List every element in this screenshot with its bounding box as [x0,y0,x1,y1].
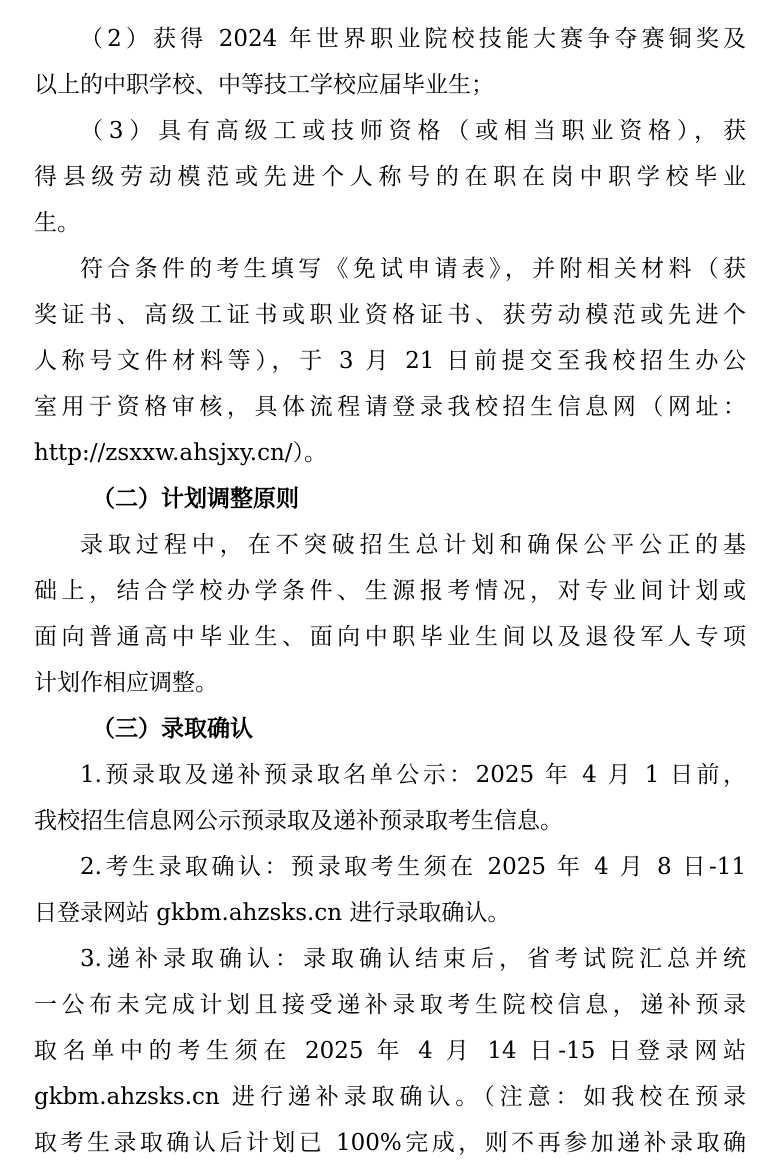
text-line: 室用于资格审核，具体流程请登录我校招生信息网（网址： [34,394,746,420]
url-line: http://zsxxw.ahsjxy.cn/）。 [34,440,328,466]
text-line: 生。 [34,210,80,236]
text-line: 取名单中的考生须在 2025 年 4 月 14 日-15 日登录网站 [34,1038,746,1064]
text-line: 一公布未完成计划且接受递补录取考生院校信息，递补预录 [34,992,746,1018]
text-line: 计划作相应调整。 [34,670,218,696]
text-line: 3.递补录取确认：录取确认结束后，省考试院汇总并统 [80,946,746,972]
text-line: （3）具有高级工或技师资格（或相当职业资格），获 [80,118,746,144]
text-line: 础上，结合学校办学条件、生源报考情况，对专业间计划或 [34,578,746,604]
text-line: 人称号文件材料等），于 3 月 21 日前提交至我校招生办公 [34,348,746,374]
text-line: 1.预录取及递补预录取名单公示：2025 年 4 月 1 日前， [80,762,746,788]
text-line: 2.考生录取确认：预录取考生须在 2025 年 4 月 8 日-11 [80,854,746,880]
text-line: 以上的中职学校、中等技工学校应届毕业生； [34,72,494,98]
text-line: 我校招生信息网公示预录取及递补预录取考生信息。 [34,808,563,834]
text-line: 录取过程中，在不突破招生总计划和确保公平公正的基 [80,532,746,558]
text-line: 奖证书、高级工证书或职业资格证书、获劳动模范或先进个 [34,302,746,328]
text-line: 得县级劳动模范或先进个人称号的在职在岗中职学校毕业 [34,164,746,190]
text-line: 日登录网站 gkbm.ahzsks.cn 进行录取确认。 [34,900,511,926]
text-line: （2）获得 2024 年世界职业院校技能大赛争夺赛铜奖及 [80,26,746,52]
text-line: 符合条件的考生填写《免试申请表》，并附相关材料（获 [80,256,746,282]
text-line: gkbm.ahzsks.cn 进行递补录取确认。（注意：如我校在预录 [34,1084,746,1110]
text-line: 面向普通高中毕业生、面向中职毕业生间以及退役军人专项 [34,624,746,650]
section-heading: （二）计划调整原则 [92,486,299,512]
section-heading: （三）录取确认 [92,716,253,742]
text-line: 取考生录取确认后计划已 100%完成，则不再参加递补录取确 [34,1130,746,1156]
